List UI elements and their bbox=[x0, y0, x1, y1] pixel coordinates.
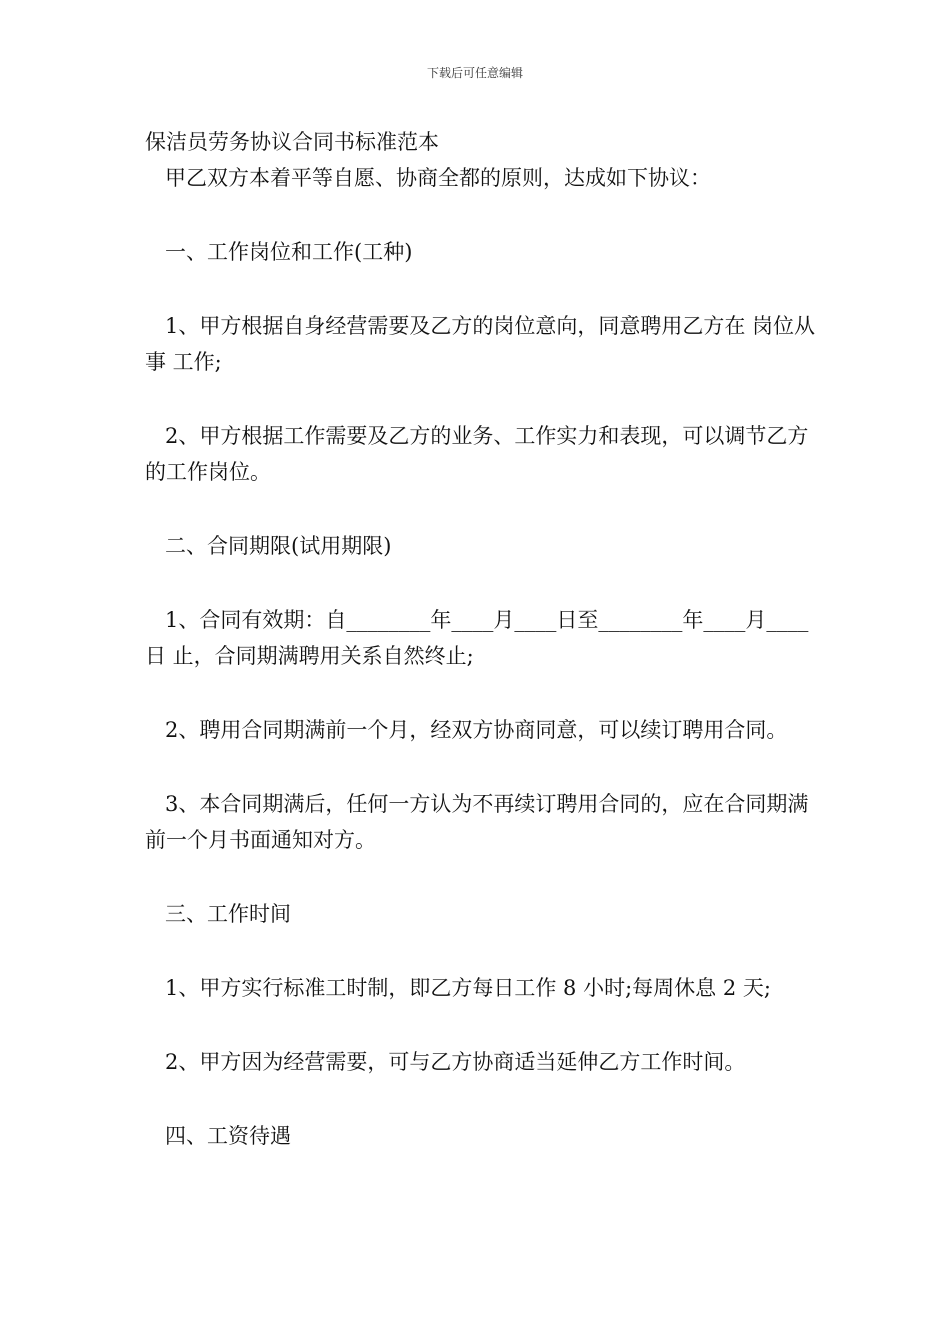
section-2-heading: 二、合同期限(试用期限) bbox=[165, 534, 392, 558]
section-2-clause-1: 1、合同有效期：自________年____月____日至________年____月____日 止，合同期满聘用关系自然终止; bbox=[145, 608, 809, 668]
intro-paragraph: 甲乙双方本着平等自愿、协商全都的原则，达成如下协议： bbox=[165, 166, 711, 190]
document-body bbox=[145, 124, 820, 1154]
document-title: 保洁员劳务协议合同书标准范本 bbox=[145, 130, 439, 154]
section-2-clause-3: 3、本合同期满后，任何一方认为不再续订聘用合同的，应在合同期满前一个月书面通知对方。 bbox=[145, 792, 809, 852]
section-1-clause-2: 2、甲方根据工作需要及乙方的业务、工作实力和表现，可以调节乙方的工作岗位。 bbox=[145, 424, 809, 484]
download-note: 下载后可任意编辑 bbox=[426, 66, 523, 80]
section-2-clause-2: 2、聘用合同期满前一个月，经双方协商同意，可以续订聘用合同。 bbox=[165, 718, 788, 742]
section-4-heading: 四、工资待遇 bbox=[165, 1124, 291, 1148]
section-3-heading: 三、工作时间 bbox=[165, 902, 291, 926]
section-3-clause-2: 2、甲方因为经营需要，可与乙方协商适当延伸乙方工作时间。 bbox=[165, 1050, 746, 1074]
section-1-clause-1: 1、甲方根据自身经营需要及乙方的岗位意向，同意聘用乙方在 岗位从事 工作; bbox=[145, 314, 816, 374]
section-3-clause-1: 1、甲方实行标准工时制，即乙方每日工作 8 小时;每周休息 2 天; bbox=[165, 976, 771, 1000]
section-1-heading: 一、工作岗位和工作(工种) bbox=[165, 240, 413, 264]
